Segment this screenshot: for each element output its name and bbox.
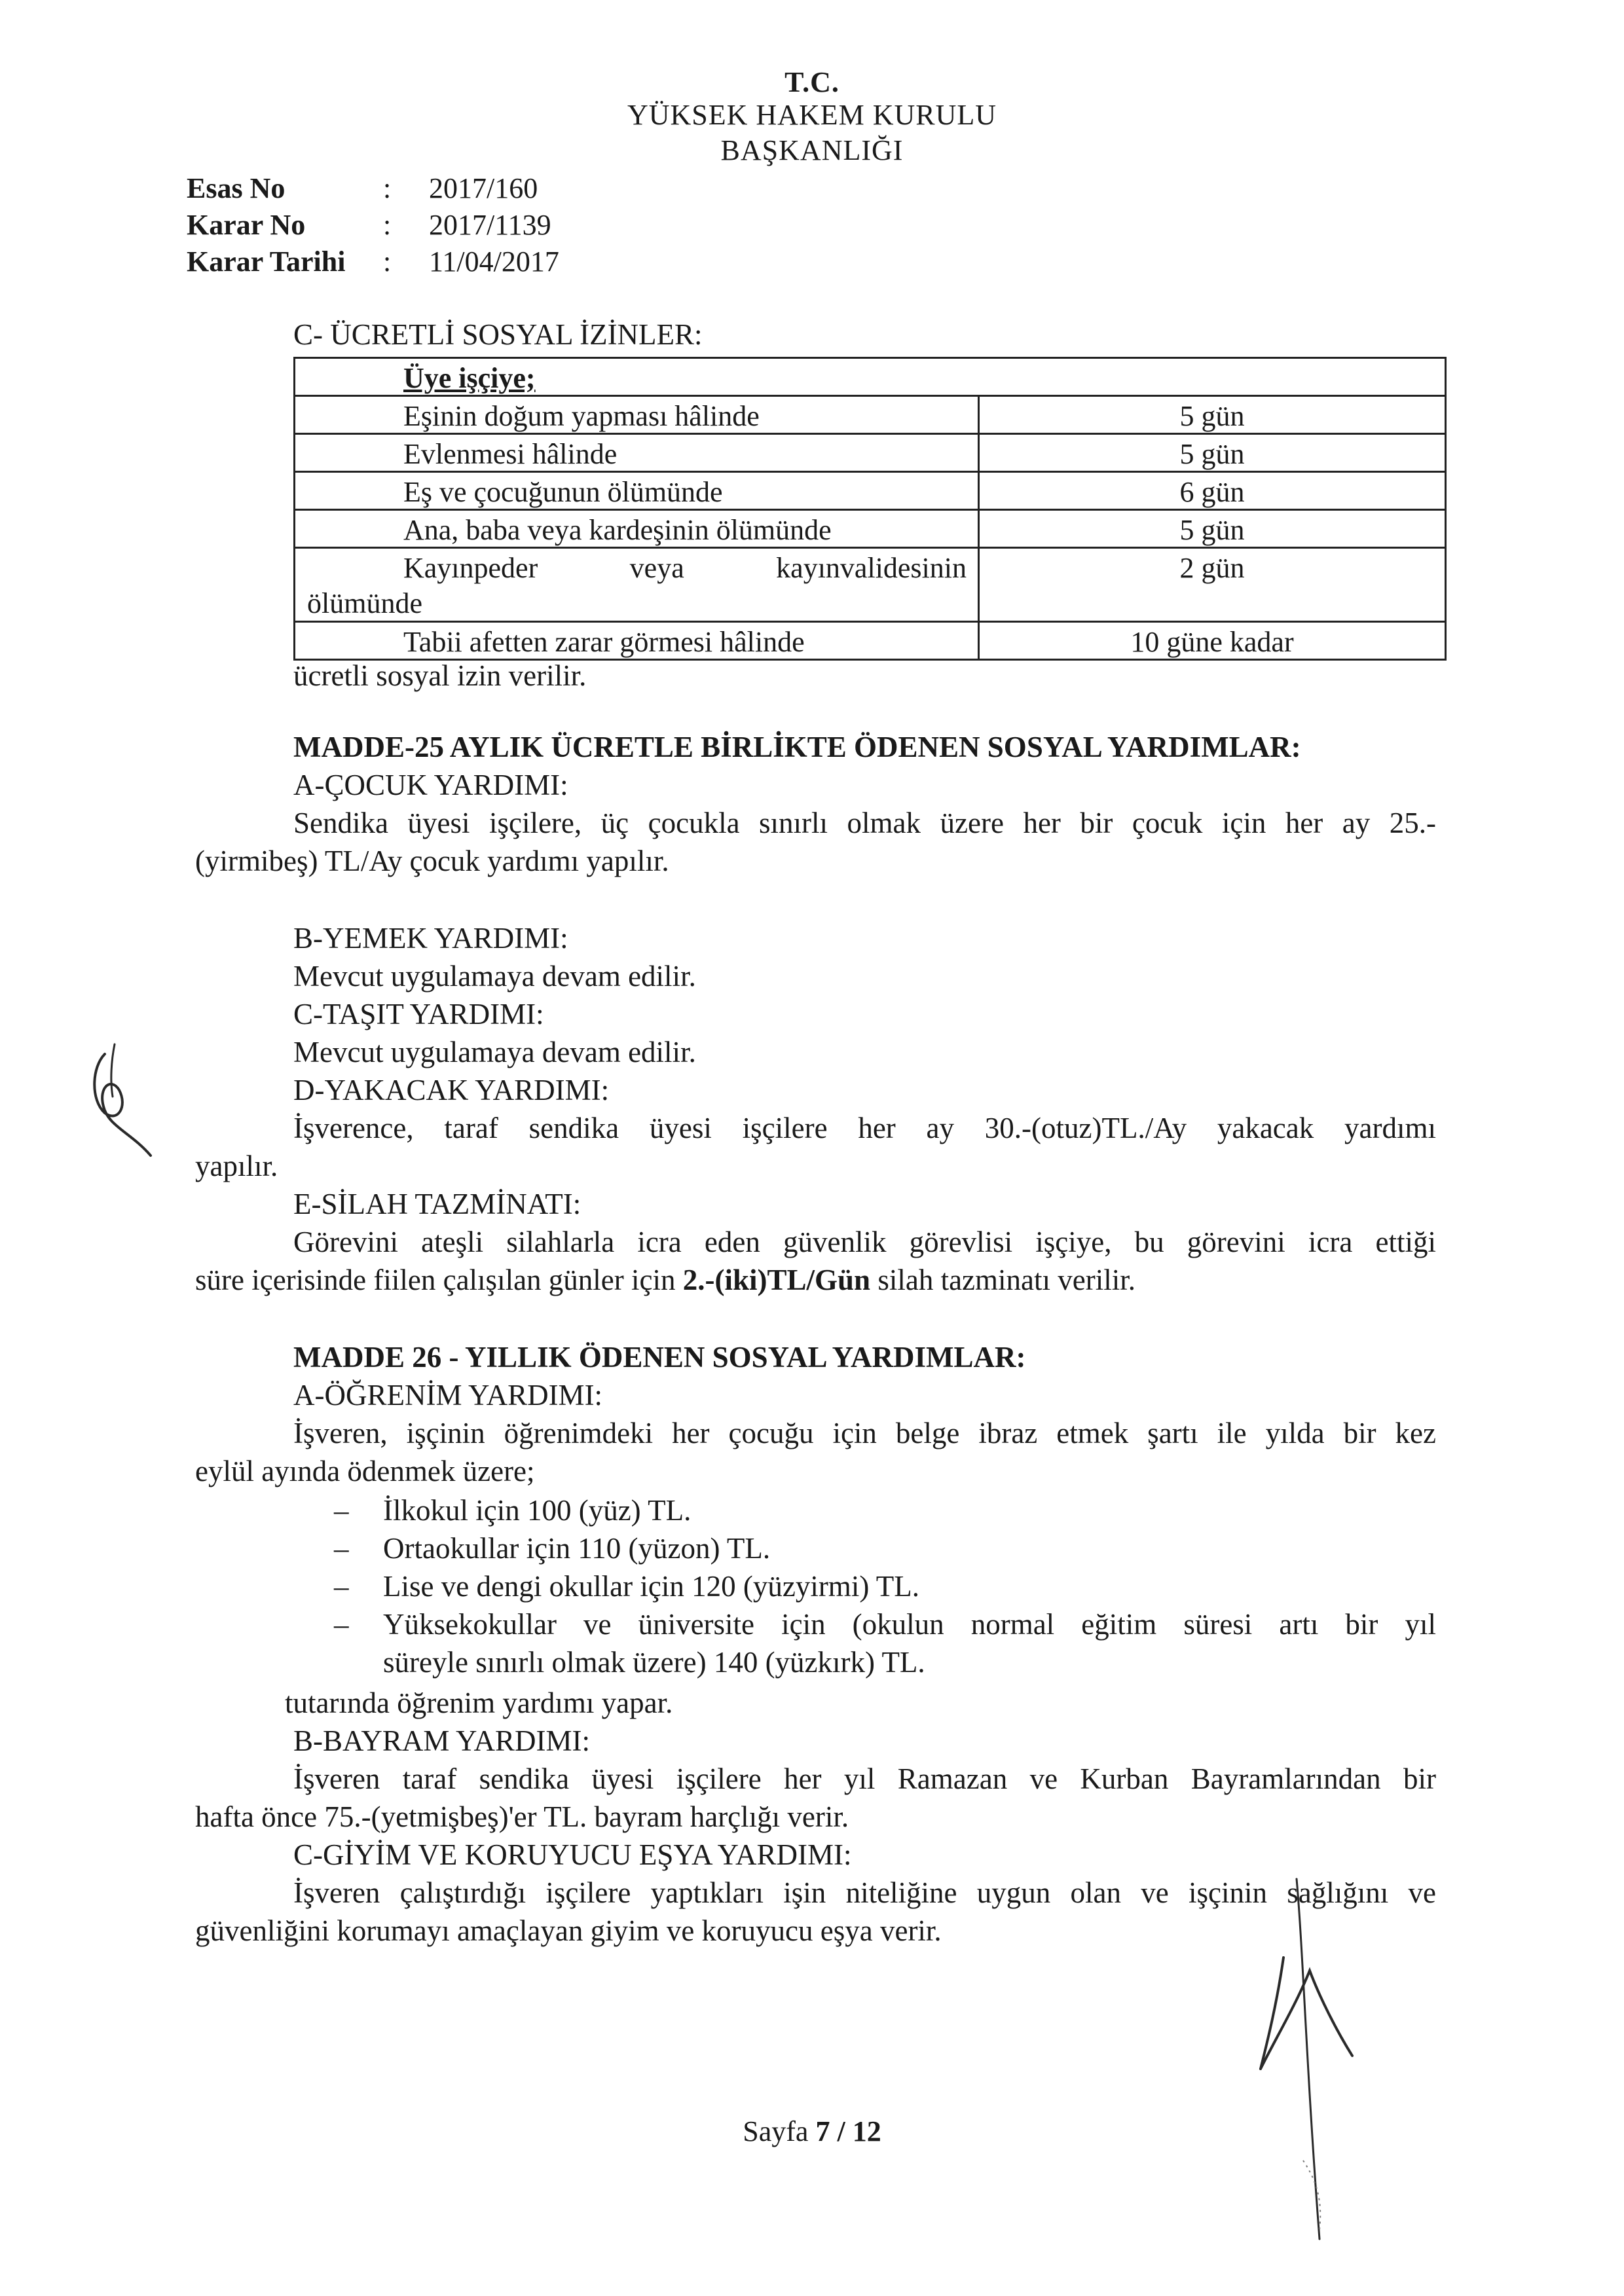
leave-event: Eş ve çocuğunun ölümünde (403, 476, 723, 508)
header-country: T.C. (784, 66, 840, 98)
leave-days: 6 gün (1179, 476, 1245, 508)
meta-label: Karar No (187, 209, 306, 241)
leave-event: Ana, baba veya kardeşinin ölümünde (403, 514, 832, 546)
education-allowance-text-2: eylül ayında ödenmek üzere; (195, 1455, 535, 1487)
meta-sep: : (383, 172, 392, 204)
table-row (295, 621, 1445, 659)
leave-days: 10 güne kadar (1130, 626, 1294, 658)
education-allowance-title: A-ÖĞRENİM YARDIMI: (293, 1379, 603, 1412)
meta-label: Esas No (187, 172, 286, 204)
meta-value: 2017/1139 (429, 209, 551, 241)
article-26-heading: MADDE 26 - YILLIK ÖDENEN SOSYAL YARDIMLAR: (293, 1341, 1026, 1374)
table-row (295, 395, 1445, 433)
table-header-label: Üye işçiye; (403, 362, 536, 394)
footer-label: Sayfa (743, 2115, 816, 2147)
meta-decision-date (187, 245, 559, 278)
holiday-allowance-title: B-BAYRAM YARDIMI: (293, 1724, 590, 1757)
meta-value: 2017/160 (429, 172, 538, 204)
holiday-allowance-text-2: hafta önce 75.-(yetmişbeş)'er TL. bayram harçlığı verir. (195, 1800, 849, 1833)
leave-table (293, 357, 1447, 661)
header-office: BAŞKANLIĞI (720, 134, 904, 166)
meal-allowance-text: Mevcut uygulamaya devam edilir. (293, 960, 696, 993)
transport-allowance-text: Mevcut uygulamaya devam edilir. (293, 1036, 696, 1068)
meta-label: Karar Tarihi (187, 246, 346, 278)
meta-decision-number (187, 208, 551, 242)
signature (1205, 1872, 1401, 2252)
fuel-allowance-text-1: İşverence, taraf sendika üyesi işçilere her ay 30.-(otuz)TL./Ay yakacak yardımı (293, 1112, 1436, 1144)
meta-value: 11/04/2017 (429, 246, 559, 278)
clothing-allowance-title: C-GİYİM VE KORUYUCU EŞYA YARDIMI: (293, 1838, 852, 1871)
article-25-heading: MADDE-25 AYLIK ÜCRETLE BİRLİKTE ÖDENEN SOSYAL YARDIMLAR: (293, 731, 1301, 763)
list-item-text: Yüksekokullar ve üniversite için (okulun normal eğitim süresi artı bir yıl (383, 1608, 1436, 1641)
header-institution: YÜKSEK HAKEM KURULU (627, 99, 997, 131)
table-row (295, 509, 1445, 547)
weapon-compensation-title: E-SİLAH TAZMİNATI: (293, 1188, 581, 1220)
section-c-heading: C- ÜCRETLİ SOSYAL İZİNLER: (293, 318, 703, 351)
leave-days: 5 gün (1179, 438, 1245, 470)
meta-sep: : (383, 209, 392, 241)
page-number: 7 / 12 (815, 2115, 881, 2147)
holiday-allowance-text-1: İşveren taraf sendika üyesi işçilere her yıl Ramazan ve Kurban Bayramlarından bir (293, 1762, 1436, 1795)
leave-days: 5 gün (1179, 400, 1245, 432)
list-item-text: İlkokul için 100 (yüz) TL. (383, 1494, 692, 1527)
child-allowance-text-2: (yirmibeş) TL/Ay çocuk yardımı yapılır. (195, 845, 669, 877)
weapon-compensation-text-2 (195, 1261, 1135, 1299)
list-item-text: Ortaokullar için 110 (yüzon) TL. (383, 1532, 771, 1565)
section-c-closing: ücretli sosyal izin verilir. (293, 659, 587, 692)
education-allowance-closing: tutarında öğrenim yardımı yapar. (285, 1686, 673, 1719)
education-allowance-text-1: İşveren, işçinin öğrenimdeki her çocuğu için belge ibraz etmek şartı ile yılda bir kez (293, 1417, 1436, 1449)
meal-allowance-title: B-YEMEK YARDIMI: (293, 922, 568, 955)
margin-initials-signature (79, 1034, 170, 1165)
list-item-text-continued: süreyle sınırlı olmak üzere) 140 (yüzkırk) TL. (383, 1646, 925, 1679)
meta-sep: : (383, 246, 392, 278)
fuel-allowance-title: D-YAKACAK YARDIMI: (293, 1074, 610, 1106)
transport-allowance-title: C-TAŞIT YARDIMI: (293, 998, 544, 1030)
text-run: silah tazminatı verilir. (870, 1264, 1135, 1296)
fuel-allowance-text-2: yapılır. (195, 1150, 278, 1182)
leave-days: 2 gün (1179, 552, 1245, 584)
bullet-dash: – (334, 1570, 349, 1603)
text-run-bold: 2.-(iki)TL/Gün (682, 1264, 871, 1296)
table-header-row (295, 359, 1445, 395)
list-item-text: Lise ve dengi okullar için 120 (yüzyirmi) TL. (383, 1570, 919, 1603)
clothing-allowance-text-1: İşveren çalıştırdığı işçilere yaptıkları işin niteliğine uygun olan ve işçinin sağlığını ve (293, 1876, 1436, 1909)
page-footer (0, 2115, 1624, 2148)
leave-event: Kayınpeder veya kayınvalidesinin (403, 552, 967, 584)
leave-days: 5 gün (1179, 514, 1245, 546)
table-row (295, 433, 1445, 471)
table-row (295, 547, 1445, 621)
bullet-dash: – (334, 1532, 349, 1565)
leave-event: Eşinin doğum yapması hâlinde (403, 400, 760, 432)
weapon-compensation-text-1: Görevini ateşli silahlarla icra eden güvenlik görevlisi işçiye, bu görevini icra ettiği (293, 1226, 1436, 1258)
leave-event: Evlenmesi hâlinde (403, 438, 618, 470)
text-run: süre içerisinde fiilen çalışılan günler için (195, 1264, 683, 1296)
bullet-dash: – (334, 1494, 349, 1527)
leave-event: Tabii afetten zarar görmesi hâlinde (403, 626, 805, 658)
list-item (334, 1605, 1447, 1681)
child-allowance-text-1: Sendika üyesi işçilere, üç çocukla sınırlı olmak üzere her bir çocuk için her ay 25.- (293, 807, 1436, 839)
bullet-dash: – (334, 1608, 349, 1641)
table-row (295, 471, 1445, 509)
meta-case-number (187, 172, 538, 205)
leave-event-continued: ölümünde (307, 587, 422, 619)
child-allowance-title: A-ÇOCUK YARDIMI: (293, 769, 568, 801)
clothing-allowance-text-2: güvenliğini korumayı amaçlayan giyim ve koruyucu eşya verir. (195, 1914, 942, 1947)
